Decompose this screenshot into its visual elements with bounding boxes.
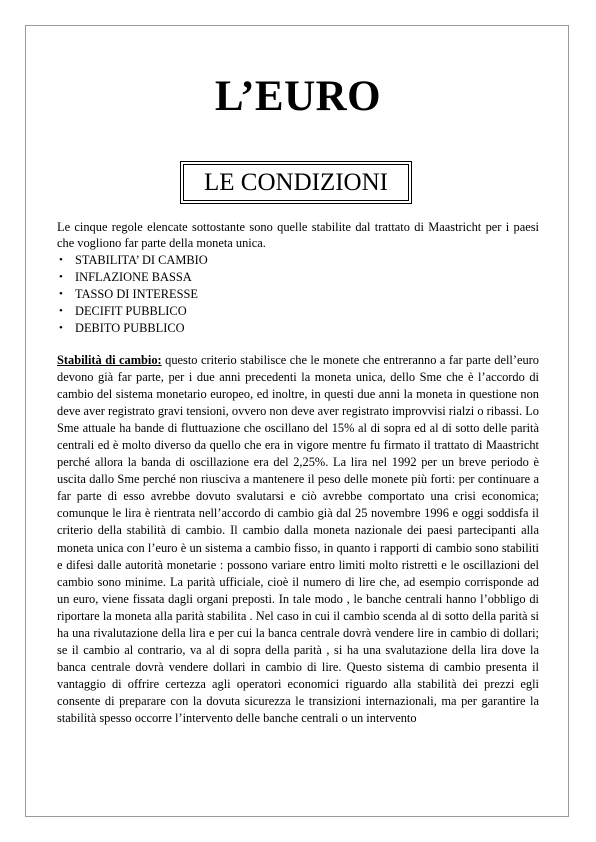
bullet-icon: • [59,288,63,300]
bullet-icon: • [59,322,63,334]
list-item [57,252,539,269]
intro-text: Le cinque regole elencate sottostante sono quelle stabilite dal trattato di Maastricht per i paesi che vogliono far parte della moneta unica. [57,220,539,250]
section-paragraph [57,352,539,727]
list-item [57,320,539,337]
section-heading: Stabilità di cambio: [57,353,162,367]
bullet-icon: • [59,305,63,317]
criteria-list [57,252,539,337]
intro-paragraph [57,219,539,251]
criterion-label: STABILITA’ DI CAMBIO [75,253,208,267]
section-stabilita-di-cambio [57,352,539,727]
list-item [57,286,539,303]
section-body: questo criterio stabilisce che le monete che entreranno a far parte dell’euro devono già far parte, per i due anni precedenti la moneta unica, dello Sme che è l’accordo di cambio del sistema monetario europeo, ed inoltre, in questi due anni la moneta in questione non deve aver registrato gravi tensioni, ovvero non deve aver registrato improvvisi rialzi o ribassi. Lo Sme attuale ha bande di fluttuazione che oscillano del 15% al di sopra ed al di sotto delle parità centrali ed è molto diverso da quello che era in vigore mentre fu firmato il trattato di Maastricht perché allora la banda di oscillazione era del 2,25%. La lira nel 1992 per un breve periodo è uscita dallo Sme perché non riusciva a mantenere il peso delle monete più forti: per continuare a far parte di esso avrebbe dovuto svalutarsi e ciò avrebbe comportato una crisi economica; comunque le lira è rientrata nell’accordo di cambio già dal 25 novembre 1996 e oggi soddisfa il criterio della stabilità di cambio. Il cambio dalla moneta nazionale dei paesi partecipanti alla moneta unica con l’euro è un sistema a cambio fisso, in quanto i rapporti di cambio sono stabiliti e difesi dalle autorità monetarie : possono variare entro limiti molto ristretti e le oscillazioni del cambio sono minime. La parità ufficiale, cioè il numero di lire che, ad esempio corrisponde ad un euro, viene fissata dagli organi preposti. In tale modo , le banche centrali hanno l’obbligo di riportare la moneta alla parità stabilita . Nel caso in cui il cambio scenda al di sotto della parità si ha una rivalutazione della lira e per cui la banca centrale dovrà vendere lire in cambio di dollari; se il cambio al contrario, va al di sopra della parità , si ha una svalutazione della lira dove la banca centrale dovrà vendere dollari in cambio di lire. Questo sistema di cambio presenta il vantaggio di offrire certezza agli operatori economici riguardo alla stabilità dei prezzi egli consente di preparare con la dovuta sicurezza le transizioni internazionali, ma per garantire la stabilità spesso occorre l’intervento delle banche centrali o un intervento [57,353,539,725]
list-item [57,269,539,286]
document-title: L’EURO [214,73,382,120]
list-item [57,303,539,320]
subtitle-box [180,161,412,204]
criterion-label: INFLAZIONE BASSA [75,270,192,284]
subtitle: LE CONDIZIONI [183,164,409,201]
bullet-icon: • [59,254,63,266]
criterion-label: TASSO DI INTERESSE [75,287,198,301]
criterion-label: DECIFIT PUBBLICO [75,304,187,318]
criterion-label: DEBITO PUBBLICO [75,321,185,335]
bullet-icon: • [59,271,63,283]
